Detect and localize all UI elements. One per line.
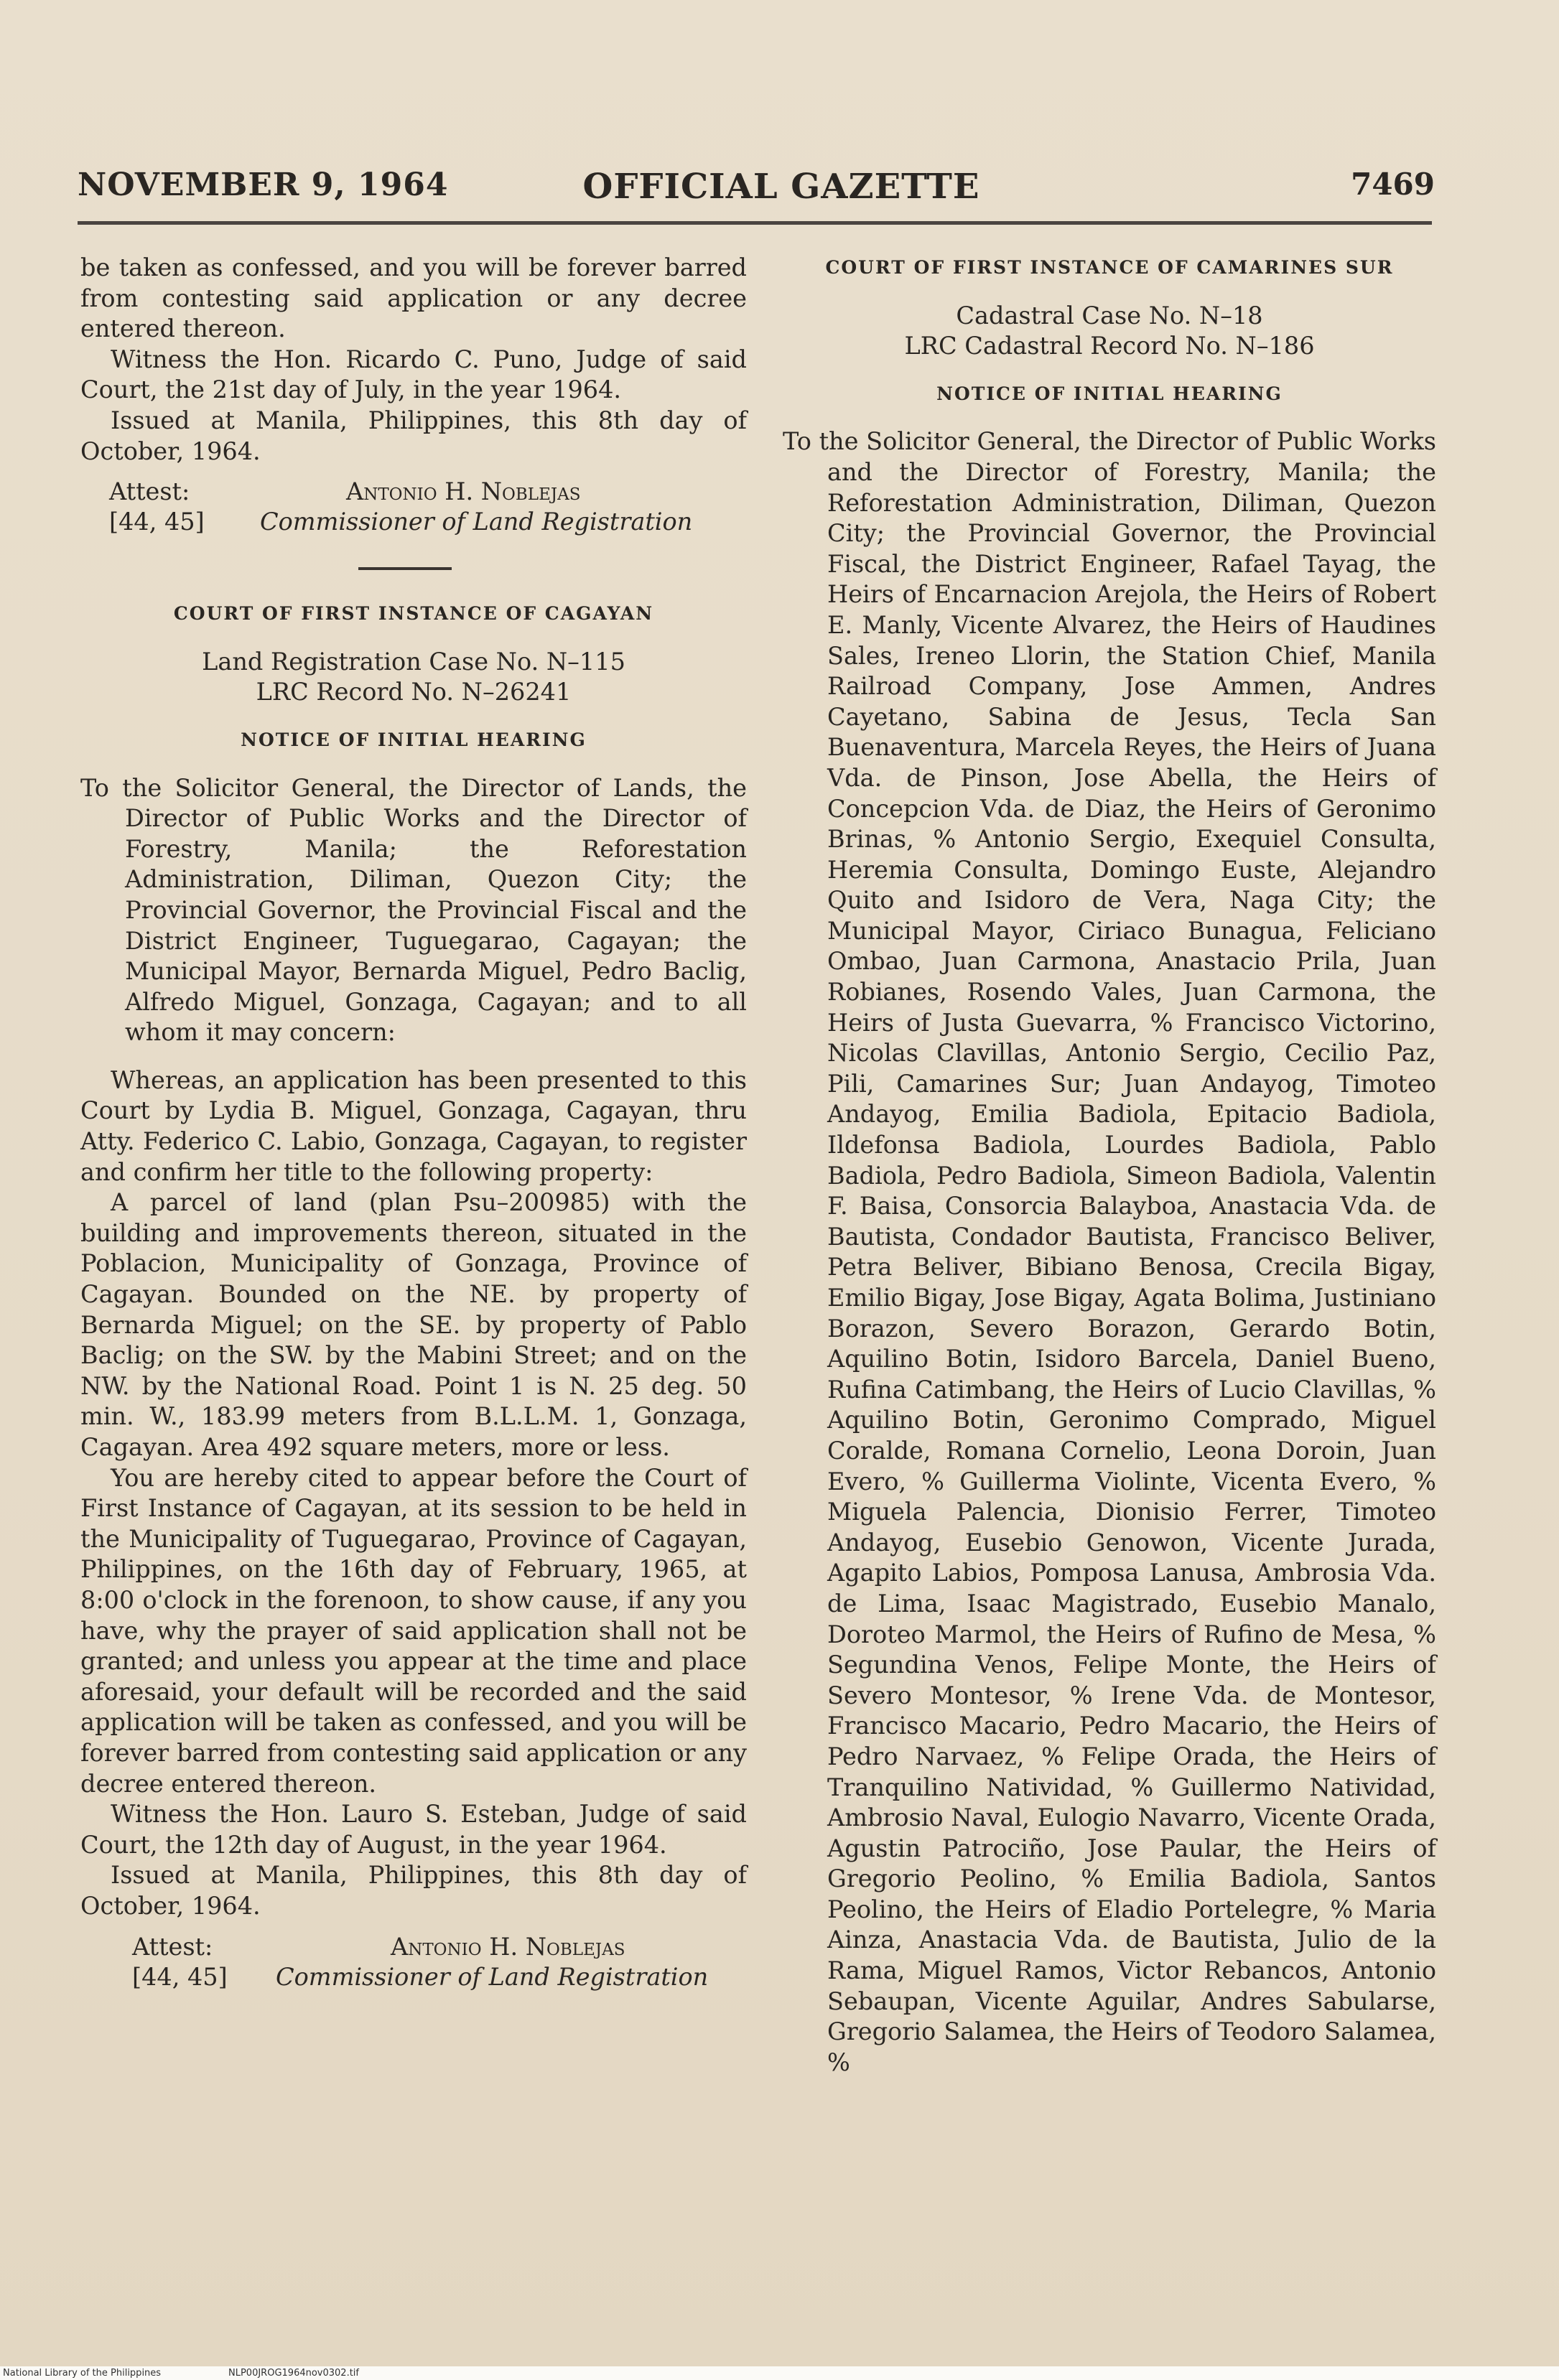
issued-paragraph: Issued at Manila, Philippines, this 8th day of October, 1964. <box>80 1861 747 1920</box>
addressees-paragraph: To the Solicitor General, the Director of Lands, the Director of Public Works and the Director of Forestry, Manila; the Reforestation Administration, Diliman, Quezon City; the Provincial Governor, the Provincial Fiscal and the District Engineer, Tuguegarao, Cagayan; the Municipal Mayor, Bernarda Miguel, Pedro Baclig, Alfredo Miguel, Gonzaga, Cagayan; and to all whom it may concern: <box>80 773 747 1047</box>
issue-date: NOVEMBER 9, 1964 <box>78 167 449 203</box>
left-column <box>80 253 747 1994</box>
record-number: LRC Record No. N–26241 <box>256 678 572 706</box>
attest-ref: [44, 45] <box>109 508 205 536</box>
scan-filename: NLP00JROG1964nov0302.tif <box>228 2368 359 2379</box>
whereas-paragraph: Whereas, an application has been presented to this Court by Lydia B. Miguel, Gonzaga, Cagayan, thru Atty. Federico C. Labio, Gonzaga, Cagayan, to register and confirm her title to the following property: <box>80 1065 747 1186</box>
issued-paragraph: Issued at Manila, Philippines, this 8th day of October, 1964. <box>80 406 747 465</box>
continued-paragraph: be taken as confessed, and you will be forever barred from contesting said application or any decree entered thereon. <box>80 253 747 343</box>
attest-ref: [44, 45] <box>132 1962 228 1991</box>
section-divider <box>358 567 452 570</box>
attest-label: Attest: <box>109 477 190 506</box>
attest-role: Commissioner of Land Registration <box>276 1962 709 1991</box>
witness-paragraph: Witness the Hon. Lauro S. Esteban, Judge of said Court, the 12th day of August, in the year 1964. <box>80 1800 747 1859</box>
notice-heading: NOTICE OF INITIAL HEARING <box>241 729 587 750</box>
page-number: 7469 <box>1351 167 1435 202</box>
header-rule <box>78 221 1432 225</box>
attest-name: Antonio H. Noblejas <box>391 1932 625 1961</box>
right-column <box>783 253 1436 2078</box>
citation-paragraph: You are hereby cited to appear before the Court of First Instance of Cagayan, at its session to be held in the Municipality of Tuguegarao, Province of Cagayan, Philippines, on the 16th day of February, 1965, at 8:00 o'clock in the forenoon, to show cause, if any you have, why the prayer of said application shall not be granted; and unless you appear at the time and place aforesaid, your default will be recorded and the said application will be taken as confessed, and you will be forever barred from contesting said application or any decree entered thereon. <box>80 1463 747 1798</box>
property-paragraph: A parcel of land (plan Psu–200985) with the building and improvements thereon, situated in the Poblacion, Municipality of Gonzaga, Province of Cagayan. Bounded on the NE. by property of Bernarda Miguel; on the SE. by property of Pablo Baclig; on the SW. by the Mabini Street; and on the NW. by the National Road. Point 1 is N. 25 deg. 50 min. W., 183.99 meters from B.L.L.M. 1, Gonzaga, Cagayan. Area 492 square meters, more or less. <box>80 1188 747 1461</box>
addressees-paragraph: To the Solicitor General, the Director of Public Works and the Director of Forestry, Manila; the Reforestation Administration, Diliman, Quezon City; the Provincial Governor, the Provincial Fiscal, the District Engineer, Rafael Tayag, the Heirs of Encarnacion Arejola, the Heirs of Robert E. Manly, Vicente Alvarez, the Heirs of Haudines Sales, Ireneo Llorin, the Station Chief, Manila Railroad Company, Jose Ammen, Andres Cayetano, Sabina de Jesus, Tecla San Buenaventura, Marcela Reyes, the Heirs of Juana Vda. de Pinson, Jose Abella, the Heirs of Concepcion Vda. de Diaz, the Heirs of Geronimo Brinas, % Antonio Sergio, Exequiel Consulta, Heremia Consulta, Domingo Euste, Alejandro Quito and Isidoro de Vera, Naga City; the Municipal Mayor, Ciriaco Bunagua, Feliciano Ombao, Juan Carmona, Anastacio Prila, Juan Robianes, Rosendo Vales, Juan Carmona, the Heirs of Justa Guevarra, % Francisco Victorino, Nicolas Clavillas, Antonio Sergio, Cecilio Paz, Pili, Camarines Sur; Juan Andayog, Timoteo Andayog, Emilia Badiola, Epitacio Badiola, Ildefonsa Badiola, Lourdes Badiola, Pablo Badiola, Pedro Badiola, Simeon Badiola, Valentin F. Baisa, Consorcia Balayboa, Anastacia Vda. de Bautista, Condador Bautista, Francisco Beliver, Petra Beliver, Bibiano Benosa, Crecila Bigay, Emilio Bigay, Jose Bigay, Agata Bolima, Justiniano Borazon, Severo Borazon, Gerardo Botin, Aquilino Botin, Isidoro Barcela, Daniel Bueno, Rufina Catimbang, the Heirs of Lucio Clavillas, % Aquilino Botin, Geronimo Comprado, Miguel Coralde, Romana Cornelio, Leona Doroin, Juan Evero, % Guillerma Violinte, Vicenta Evero, % Miguela Palencia, Dionisio Ferrer, Timoteo Andayog, Eusebio Genowon, Vicente Jurada, Agapito Labios, Pomposa Lanusa, Ambrosia Vda. de Lima, Isaac Magistrado, Eusebio Manalo, Doroteo Marmol, the Heirs of Rufino de Mesa, % Segundina Venos, Felipe Monte, the Heirs of Severo Montesor, % Irene Vda. de Montesor, Francisco Macario, Pedro Macario, the Heirs of Pedro Narvaez, % Felipe Orada, the Heirs of Tranquilino Natividad, % Guillermo Natividad, Ambrosio Naval, Eulogio Navarro, Vicente Orada, Agustin Patrociño, Jose Paular, the Heirs of Gregorio Peolino, % Emilia Badiola, Santos Peolino, the Heirs of Eladio Portelegre, % Maria Ainza, Anastacia Vda. de Bautista, Julio de la Rama, Miguel Ramos, Victor Rebancos, Antonio Sebaupan, Vicente Aguilar, Andres Sabularse, Gregorio Salamea, the Heirs of Teodoro Salamea, % <box>783 427 1437 2076</box>
attest-role: Commissioner of Land Registration <box>260 508 693 536</box>
witness-paragraph: Witness the Hon. Ricardo C. Puno, Judge of said Court, the 21st day of July, in the year 1964. <box>80 345 747 404</box>
attest-block <box>80 477 747 538</box>
case-number: Cadastral Case No. N–18 <box>956 301 1263 330</box>
attest-block <box>80 1932 747 1994</box>
court-heading: COURT OF FIRST INSTANCE OF CAGAYAN <box>173 603 654 625</box>
case-number: Land Registration Case No. N–115 <box>202 647 625 676</box>
notice-heading: NOTICE OF INITIAL HEARING <box>936 383 1283 404</box>
attest-label: Attest: <box>132 1932 213 1961</box>
scan-footer <box>0 2366 1559 2380</box>
record-number: LRC Cadastral Record No. N–186 <box>904 332 1315 360</box>
court-heading: COURT OF FIRST INSTANCE OF CAMARINES SUR <box>825 257 1394 278</box>
attest-name: Antonio H. Noblejas <box>346 477 581 506</box>
publication-title: OFFICIAL GAZETTE <box>582 167 980 207</box>
page-header <box>78 164 1435 214</box>
library-credit: National Library of the Philippines <box>3 2368 162 2379</box>
